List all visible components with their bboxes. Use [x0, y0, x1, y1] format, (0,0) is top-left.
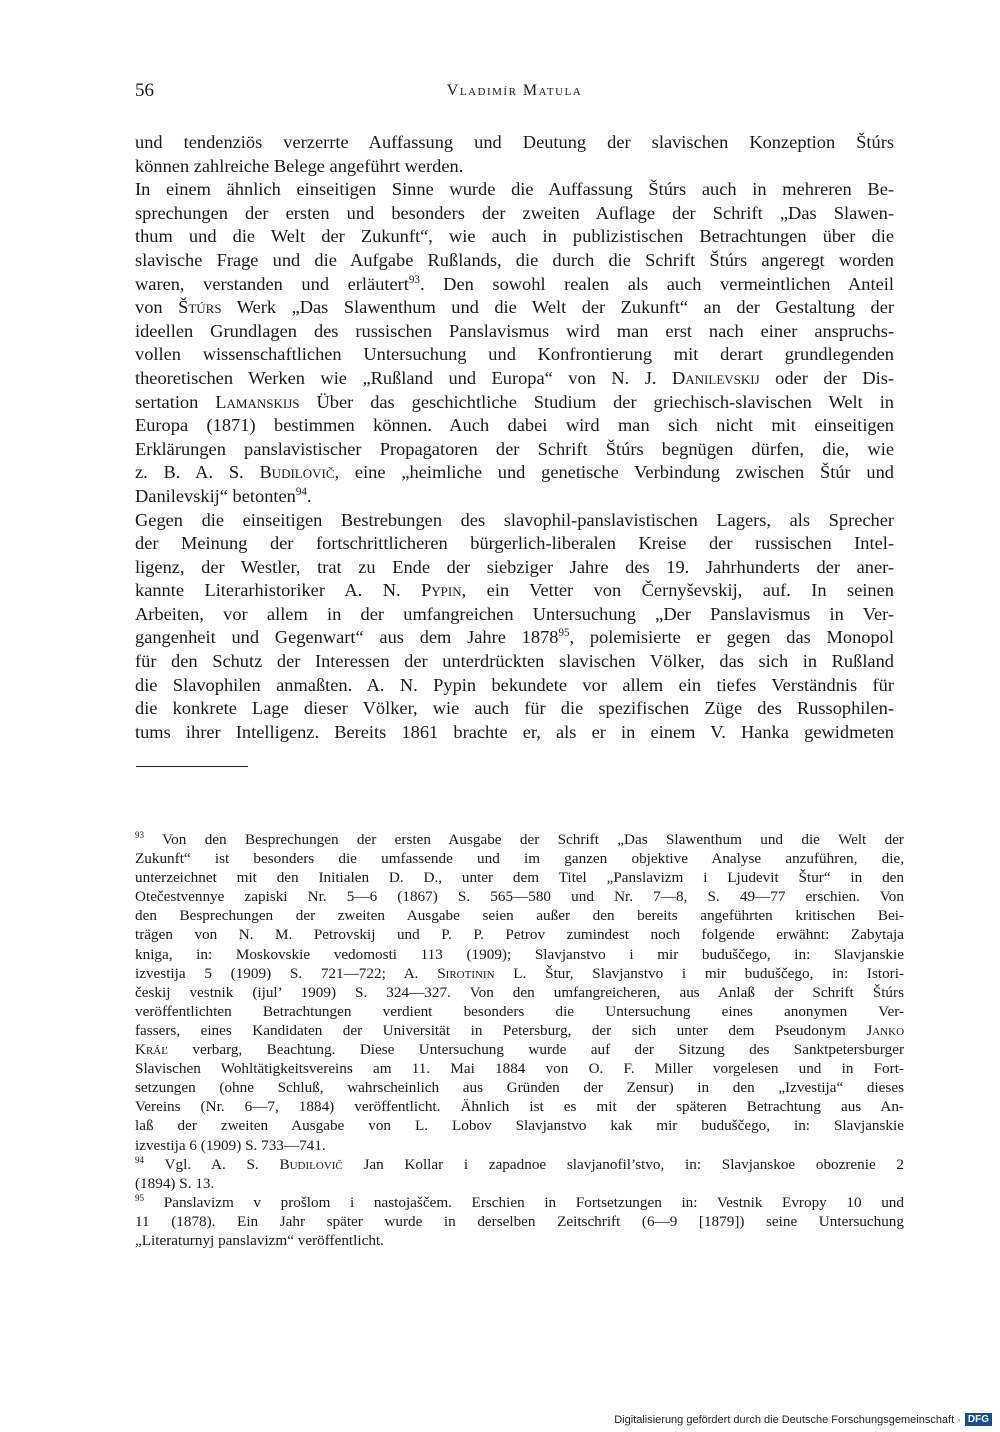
footnote-line: Zukunft“ ist besonders die umfassende und im ganzen objektive Analyse anzuführen, die,	[135, 850, 904, 868]
footnote-ref-94[interactable]: 94	[295, 485, 307, 498]
text-line: Europa (1871) bestimmen können. Auch dabei wird man sich nicht mit einseitigen	[135, 415, 894, 436]
footnote-marker: 93	[135, 829, 145, 840]
text-line: tums ihrer Intelligenz. Bereits 1861 brachte er, als er in einem V. Hanka gewidmeten	[135, 721, 894, 742]
text-line: gangenheit und Gegenwart“ aus dem Jahre 1878$^{95}$, polemisierte er gegen das Monopol	[135, 627, 894, 648]
footnote-line: laß der zweiten Ausgabe von L. Lobov Slavjanstvo kak mir buduščego, in: Slavjanskie	[135, 1117, 904, 1135]
text-line: können zahlreiche Belege angeführt werden.	[135, 155, 464, 176]
text-line: thum und die Welt der Zukunft“, wie auch in publizistischen Betrachtungen über die	[135, 226, 894, 247]
text-line: waren, verstanden und erläutert$^{93}$. Den sowohl realen als auch vermeintlichen Anteil	[135, 273, 894, 294]
body-text	[135, 131, 894, 744]
text-line: sertation Lamanskijs Über das geschichtliche Studium der griechisch-slavischen Welt in	[135, 391, 894, 412]
text-line: Erklärungen panslavistischer Propagatoren der Schrift Štúrs begnügen dürfen, die, wie	[135, 438, 894, 459]
footnote-line: $^{93}$ Von den Besprechungen der ersten Ausgabe der Schrift „Das Slawenthum und die Welt der	[135, 829, 904, 848]
text-line: Danilevskij“ betonten$^{94}$.	[135, 485, 312, 506]
footnote-line: veröffentlichten Betrachtungen verdient besonders die Untersuchung eines anonymen Ver-	[135, 1002, 904, 1020]
page-number: 56	[135, 80, 154, 101]
footnote-line: (1894) S. 13.	[135, 1174, 215, 1192]
credit-text: Digitalisierung gefördert durch die Deutsche Forschungsgemeinschaft ·	[614, 1413, 961, 1426]
footnote-line: Slavischen Wohltätigkeitsvereins am 11. Mai 1884 von O. F. Miller vorgelesen und in Fort-	[135, 1060, 904, 1078]
text-line: für den Schutz der Interessen der unterdrückten slavischen Völker, das sich in Rußland	[135, 651, 894, 672]
footnotes	[135, 830, 904, 1250]
page-header	[135, 80, 894, 110]
text-line: von Štúrs Werk „Das Slawenthum und die Welt der Zukunft“ an der Gestaltung der	[135, 297, 895, 318]
text-line: slavische Frage und die Aufgabe Rußlands, die durch die Schrift Štúrs angeregt worden	[135, 249, 894, 270]
text-line: sprechungen der ersten und besonders der zweiten Auflage der Schrift „Das Slawen-	[135, 202, 894, 223]
footnote-line: $^{94}$ Vgl. A. S. Budilovič Jan Kollar i zapadnoe slavjanofil’stvo, in: Slavjanskoe obozrenie 2	[135, 1154, 905, 1173]
footnote-line: izvestija 6 (1909) S. 733—741.	[135, 1136, 326, 1154]
footnote-line: fassers, eines Kandidaten der Universität in Petersburg, der sich unter dem Pseudonym Janko	[135, 1021, 905, 1039]
footnote-line: kniga, in: Moskovskie vedomosti 113 (1909); Slavjanstvo i mir buduščego, in: Slavjanskie	[135, 945, 904, 963]
footnote-line: setzungen (ohne Schluß, wahrscheinlich aus Gründen der Zensur) in den „Izvestija“ dieses	[135, 1079, 904, 1097]
footnote-line: izvestija 5 (1909) S. 721—722; A. Sirotinin L. Štur, Slavjanstvo i mir buduščego, in: Istori-	[135, 964, 905, 982]
author-name: Štúrs	[178, 297, 222, 318]
footnote-ref-95[interactable]: 95	[558, 627, 570, 640]
author-name: Pypin	[421, 580, 462, 601]
text-line: kannte Literarhistoriker A. N. Pypin, ein Vetter von Černyševskij, auf. In seinen	[135, 580, 894, 601]
author-name: Lamanskijs	[215, 391, 300, 412]
digitization-credit	[614, 1413, 992, 1426]
text-line: ideellen Grundlagen des russischen Panslavismus wird man erst nach einer anspruchs-	[135, 320, 894, 341]
running-head: Vladimír Matula	[446, 82, 583, 99]
dfg-logo-icon: DFG	[965, 1413, 992, 1426]
text-line: die Slavophilen anmaßten. A. N. Pypin bekundete vor allem ein tiefes Verständnis für	[135, 674, 894, 695]
text-line: theoretischen Werken wie „Rußland und Europa“ von N. J. Danilevskij oder der Dis-	[135, 367, 894, 388]
author-name: Danilevskij	[672, 367, 760, 388]
footnote-line: den Besprechungen der zweiten Ausgabe seien außer den bereits angeführten kritischen Bei-	[135, 907, 904, 925]
footnote-ref-93[interactable]: 93	[408, 273, 420, 286]
text-line: und tendenziös verzerrte Auffassung und Deutung der slavischen Konzeption Štúrs	[135, 132, 894, 152]
text-line: vollen wissenschaftlichen Untersuchung und Konfrontierung mit derart grundlegenden	[135, 344, 894, 365]
footnote-line: Otečestvennye zapiski Nr. 5—6 (1867) S. 565—580 und Nr. 7—8, S. 49—77 erschien. Von	[135, 888, 904, 906]
text-line: Gegen die einseitigen Bestrebungen des slavophil-panslavistischen Lagers, als Sprecher	[135, 509, 894, 530]
text-line: z. B. A. S. Budilovič, eine „heimliche und genetische Verbindung zwischen Štúr und	[135, 462, 894, 483]
footnote-line: „Literaturnyj panslavizm“ veröffentlicht.	[135, 1231, 384, 1249]
text-line: In einem ähnlich einseitigen Sinne wurde die Auffassung Štúrs auch in mehreren Be-	[135, 179, 894, 200]
footnote-line: Vereins (Nr. 6—7, 1884) veröffentlicht. Ähnlich ist es mit der späteren Betrachtung aus An-	[135, 1098, 904, 1116]
text-line: Arbeiten, vor allem in der umfangreichen Untersuchung „Der Panslavismus in Ver-	[135, 603, 894, 624]
text-line: der Meinung der fortschrittlicheren bürgerlich-liberalen Kreise der russischen Intel-	[135, 533, 894, 554]
footnote-marker: 95	[135, 1192, 145, 1203]
footnote-94	[135, 1155, 904, 1193]
footnote-line: 11 (1878). Ein Jahr später wurde in derselben Zeitschrift (6—9 [1879]) seine Untersuchung	[135, 1212, 904, 1230]
footnote-line: trägen von N. M. Petrovskij und P. P. Petrov zumindest noch folgende erwähnt: Zabytaja	[135, 926, 904, 944]
footnote-line: českij vestnik (ijul’ 1909) S. 324—327. Von den umfangreicheren, aus Anlaß der Schrift Štúrs	[135, 983, 904, 1001]
footnote-line: unterzeichnet mit den Initialen D. D., unter dem Titel „Panslavizm i Ljudevit Štur“ in den	[135, 869, 904, 887]
footnote-95	[135, 1193, 904, 1250]
text-line: die konkrete Lage dieser Völker, wie auch für die spezifischen Züge des Russophilen-	[135, 698, 894, 719]
author-name: Budilovič	[259, 462, 335, 483]
footnote-line: $^{95}$ Panslavizm v prošlom i nastojaščem. Erschien in Fortsetzungen in: Vestnik Evropy 10 und	[135, 1192, 904, 1211]
footnote-93	[135, 830, 904, 1155]
text-line: ligenz, der Westler, trat zu Ende der siebziger Jahre des 19. Jahrhunderts der aner-	[135, 556, 894, 577]
footnote-marker: 94	[135, 1154, 145, 1165]
footnote-line: Kráľ verbarg, Beachtung. Diese Untersuchung wurde auf der Sitzung des Sanktpetersburger	[135, 1041, 904, 1059]
footnote-separator	[136, 766, 248, 767]
